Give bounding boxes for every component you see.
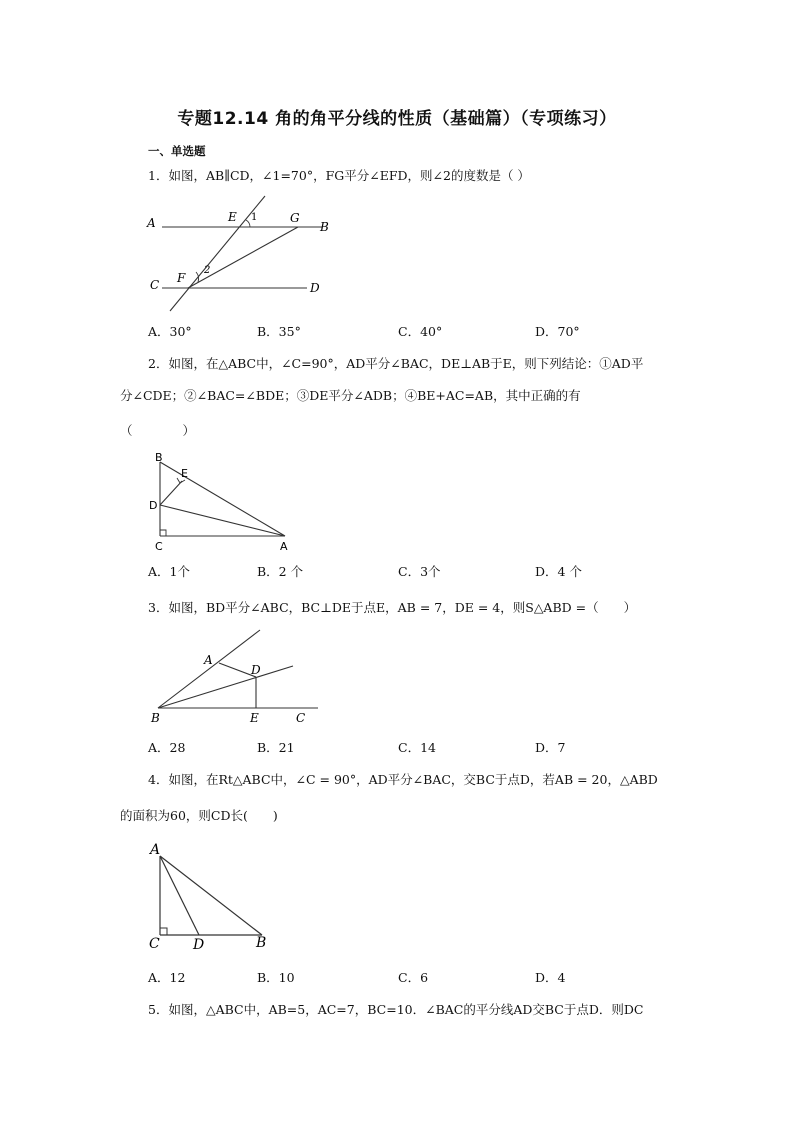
q3-option-c[interactable]: C．14 (398, 740, 436, 755)
q2-option-d[interactable]: D．4 个 (535, 564, 582, 579)
q4-label-a: A (150, 842, 161, 858)
q4-stem-line2: 的面积为60，则CD长( ) (120, 808, 278, 823)
q2-option-b[interactable]: B．2 个 (257, 564, 304, 579)
q1-label-c: C (150, 278, 160, 292)
q1-label-angle1: 1 (251, 212, 258, 223)
q3-option-b[interactable]: B．21 (257, 740, 295, 755)
q2-stem-line2: 分∠CDE；②∠BAC=∠BDE；③DE平分∠ADB；④BE+AC=AB，其中正确的有 (120, 388, 581, 403)
q1-label-d: D (310, 281, 320, 295)
q2-right-angle-c (160, 530, 166, 536)
q4-bisector-ad (160, 856, 199, 935)
q3-label-d: D (251, 663, 261, 677)
q4-label-c: C (149, 936, 160, 952)
q2-perpendicular-de (160, 481, 182, 505)
q2-stem-line3: （ ） (120, 423, 196, 438)
q1-stem: 1．如图，AB∥CD，∠1=70°，FG平分∠EFD，则∠2的度数是（ ） (148, 168, 530, 183)
q4-stem-line1: 4．如图，在Rt△ABC中，∠C = 90°，AD平分∠BAC，交BC于点D，若AB = 20，△ABD (148, 772, 658, 787)
page-title: 专题12.14 角的角平分线的性质（基础篇）（专项练习） (177, 109, 617, 129)
q2-figure (146, 450, 296, 554)
q2-label-a: A (280, 540, 288, 553)
q4-figure (146, 838, 276, 956)
q3-figure (148, 628, 323, 726)
q4-label-b: B (256, 935, 267, 951)
q3-ray-ba (158, 630, 260, 708)
section-heading: 一、单选题 (148, 144, 206, 158)
q1-option-c[interactable]: C．40° (398, 324, 443, 339)
q2-bisector-ad (160, 505, 285, 536)
q2-label-c: C (155, 540, 163, 553)
q1-option-b[interactable]: B．35° (257, 324, 301, 339)
q2-stem-line1: 2．如图，在△ABC中，∠C=90°，AD平分∠BAC，DE⊥AB于E，则下列结论：①AD平 (148, 356, 644, 371)
q4-option-d[interactable]: D．4 (535, 970, 566, 985)
q1-label-a: A (147, 216, 156, 230)
q2-label-b: B (155, 451, 163, 464)
q1-angle1-arc (246, 220, 250, 227)
q1-label-g: G (290, 211, 300, 225)
q5-stem: 5．如图，△ABC中，AB=5，AC=7，BC=10．∠BAC的平分线AD交BC于点D．则DC (148, 1002, 644, 1017)
q2-label-d: D (149, 499, 158, 512)
q3-label-b: B (151, 711, 160, 725)
q4-right-angle-c (160, 928, 167, 935)
q4-option-c[interactable]: C．6 (398, 970, 429, 985)
q2-side-ab (160, 462, 285, 536)
q2-option-a[interactable]: A．1个 (148, 564, 190, 579)
q4-option-a[interactable]: A．12 (148, 970, 186, 985)
q4-side-ab (160, 856, 262, 935)
q1-option-d[interactable]: D．70° (535, 324, 580, 339)
q3-option-a[interactable]: A．28 (148, 740, 186, 755)
q3-option-d[interactable]: D．7 (535, 740, 566, 755)
q1-label-e: E (228, 210, 237, 224)
q4-option-b[interactable]: B．10 (257, 970, 295, 985)
q1-angle2-arc (196, 272, 199, 282)
q3-label-e: E (250, 711, 259, 725)
q4-label-d: D (193, 937, 205, 953)
q1-figure (140, 196, 340, 316)
q3-label-a: A (204, 653, 213, 667)
q3-bisector-bd (158, 666, 293, 708)
q1-label-b: B (320, 220, 329, 234)
q1-option-a[interactable]: A．30° (148, 324, 192, 339)
q1-bisector-fg (188, 227, 298, 288)
q3-label-c: C (296, 711, 306, 725)
q1-label-angle2: 2 (204, 265, 211, 276)
q2-option-c[interactable]: C．3个 (398, 564, 441, 579)
q2-label-e: E (181, 467, 188, 480)
q3-stem: 3．如图，BD平分∠ABC，BC⊥DE于点E，AB = 7，DE = 4，则S△ABD =（ ） (148, 600, 637, 615)
q1-label-f: F (177, 271, 186, 285)
